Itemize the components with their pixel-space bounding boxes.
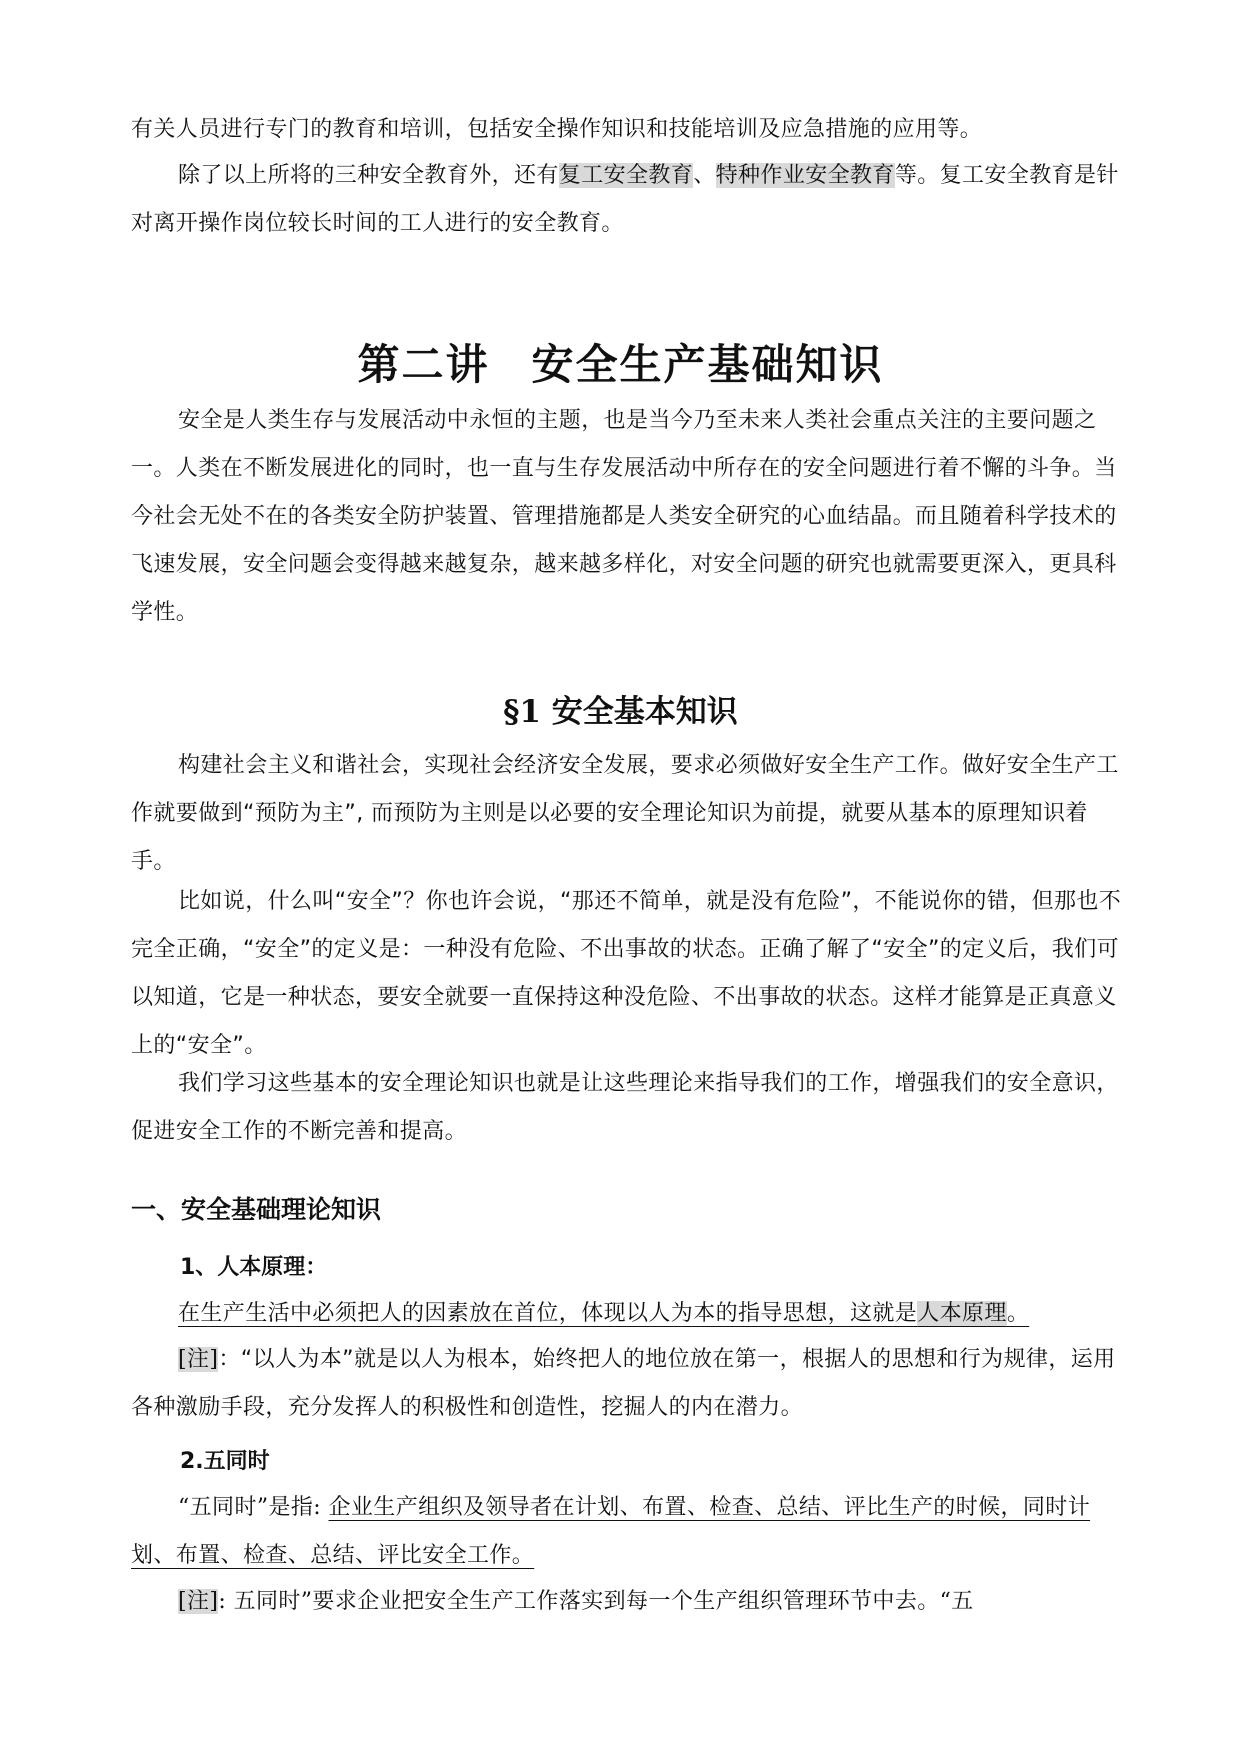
note-text: ：“以人为本”就是以人为根本，始终把人的地位放在第一，根据人的思想和行为规律，运用各种激励手段，充分发挥人的积极性和创造性，挖掘人的内在潜力。 <box>131 1347 1116 1420</box>
paragraph-text: 除了以上所将的三种安全教育外，还有 <box>178 163 559 188</box>
lecture-number: 第二讲 <box>357 340 490 389</box>
lecture-topic: 安全生产基础知识 <box>531 340 884 389</box>
definition-text: 在生产生活中必须把人的因素放在首位，体现以人为本的指导思想，这就是 <box>178 1301 918 1326</box>
paragraph-harmonious-society <box>131 742 1123 886</box>
definition-text: 企业生产组织及领导者在计划、布置、检查、总结、评比生产的时候，同时计划、布置、检查、总结、评比安全工作。 <box>131 1495 1091 1568</box>
note-five-simultaneous <box>131 1578 1123 1626</box>
paragraph-text: 有关人员进行专门的教育和培训，包括安全操作知识和技能培训及应急措施的应用等。 <box>131 117 983 142</box>
heading-basic-theory: 一、安全基础理论知识 <box>131 1195 382 1224</box>
heading-five-simultaneous: 2.五同时 <box>180 1449 270 1474</box>
paragraph-intro <box>131 397 1123 637</box>
definition-lead: “五同时”是指: <box>178 1495 329 1520</box>
note-human-principle <box>131 1336 1123 1432</box>
note-tag: [注] <box>178 1347 219 1372</box>
highlight-human-principle: 人本原理 <box>917 1301 1007 1326</box>
highlight-return-to-work-education: 复工安全教育 <box>558 163 694 188</box>
note-tag: [注] <box>178 1589 219 1614</box>
separator: 、 <box>693 163 716 188</box>
heading-human-principle: 1、人本原理： <box>180 1255 328 1280</box>
paragraph-learning-purpose <box>131 1060 1123 1156</box>
definition-end: 。 <box>1006 1301 1030 1326</box>
paragraph-text: 我们学习这些基本的安全理论知识也就是让这些理论来指导我们的工作，增强我们的安全意识，促进安全工作的不断完善和提高。 <box>131 1071 1119 1144</box>
definition-five-simultaneous <box>131 1484 1123 1580</box>
note-text: : 五同时”要求企业把安全生产工作落实到每一个生产组织管理环节中去。“五 <box>218 1589 974 1614</box>
lecture-title <box>0 335 1241 395</box>
paragraph-safety-definition <box>131 878 1123 1070</box>
section-title: §1 安全基本知识 <box>503 694 738 730</box>
definition-human-principle <box>131 1290 1123 1338</box>
paragraph-training-end <box>131 106 1123 154</box>
section-heading <box>0 690 1241 734</box>
paragraph-text: 构建社会主义和谐社会，实现社会经济安全发展，要求必须做好安全生产工作。做好安全生产工作就要做到“预防为主”, 而预防为主则是以必要的安全理论知识为前提，就要从基本的原理知识着手。 <box>131 753 1119 874</box>
paragraph-text: 安全是人类生存与发展活动中永恒的主题，也是当今乃至未来人类社会重点关注的主要问题之一。人类在不断发展进化的同时，也一直与生存发展活动中所存在的安全问题进行着不懈的斗争。当今社会无处不在的各类安全防护装置、管理措施都是人类安全研究的心血结晶。而且随着科学技术的飞速发展，安全问题会变得越来越复杂，越来越多样化，对安全问题的研究也就需要更深入，更具科学性。 <box>131 408 1117 625</box>
paragraph-other-education <box>131 152 1123 248</box>
paragraph-text: 比如说，什么叫“安全”？你也许会说，“那还不简单，就是没有危险”，不能说你的错，但那也不完全正确，“安全”的定义是：一种没有危险、不出事故的状态。正确了解了“安全”的定义后，我们可以知道，它是一种状态，要安全就要一直保持这种没危险、不出事故的状态。这样才能算是正真意义上的“安全”。 <box>131 889 1122 1058</box>
highlight-special-operation-education: 特种作业安全教育 <box>715 163 895 188</box>
paragraph-text: 等。复工安全教育是针对离开操作岗位较长时间的工人进行的安全教育。 <box>131 163 1119 236</box>
